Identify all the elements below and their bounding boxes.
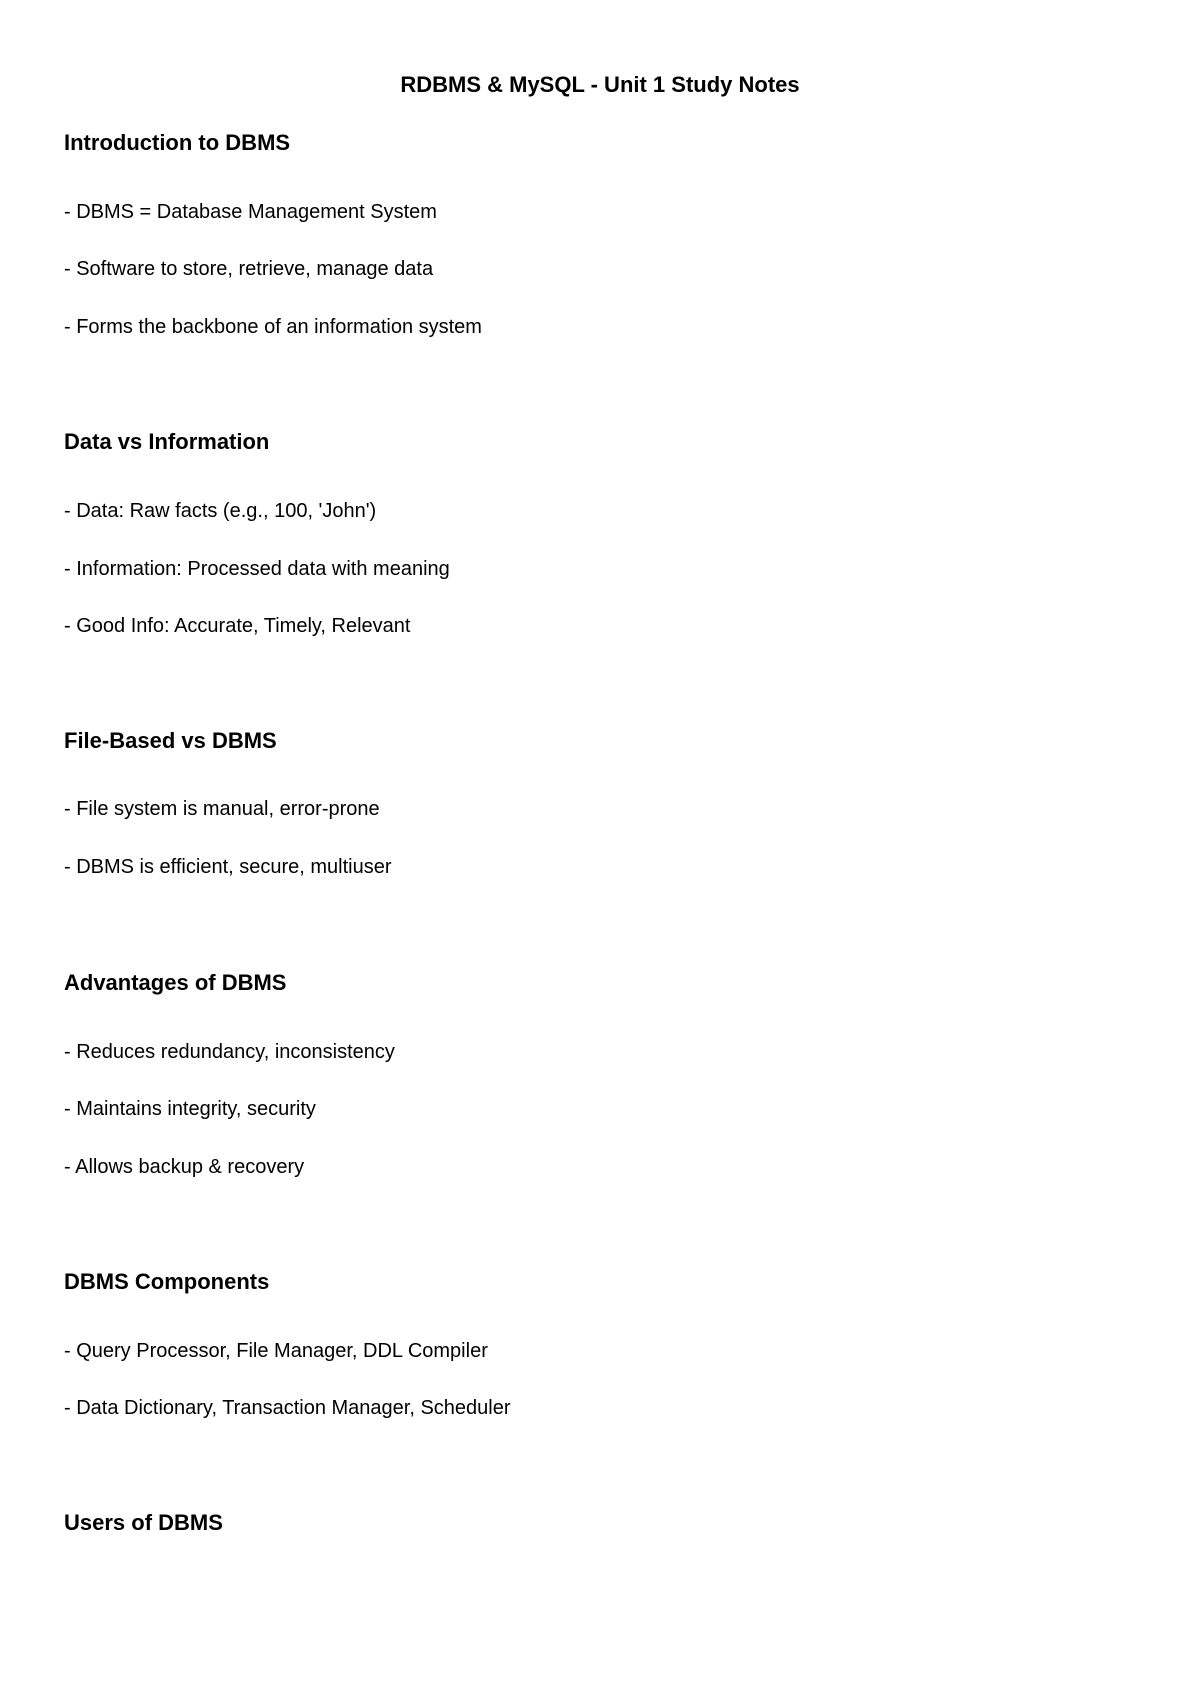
section-heading-introduction: Introduction to DBMS [64,130,291,155]
section-heading-advantages: Advantages of DBMS [64,970,287,995]
section-heading-users: Users of DBMS [64,1510,223,1535]
section-heading-components: DBMS Components [64,1269,270,1294]
bullet-item: - Query Processor, File Manager, DDL Compiler [64,1340,488,1362]
bullet-item: - Forms the backbone of an information system [64,316,482,338]
bullet-item: - Software to store, retrieve, manage data [64,258,434,280]
bullet-item: - DBMS is efficient, secure, multiuser [64,856,392,878]
bullet-item: - File system is manual, error-prone [64,798,380,820]
bullet-item: - Maintains integrity, security [64,1098,316,1120]
bullet-item: - Good Info: Accurate, Timely, Relevant [64,615,411,637]
bullet-item: - Reduces redundancy, inconsistency [64,1041,395,1063]
section-heading-file-based-vs-dbms: File-Based vs DBMS [64,728,277,753]
section-heading-data-vs-information: Data vs Information [64,429,270,454]
bullet-item: - Data: Raw facts (e.g., 100, 'John') [64,500,377,522]
bullet-item: - DBMS = Database Management System [64,201,437,223]
bullet-item: - Data Dictionary, Transaction Manager, Scheduler [64,1397,511,1419]
document-title: RDBMS & MySQL - Unit 1 Study Notes [400,72,800,97]
bullet-item: - Information: Processed data with meaning [64,558,450,580]
bullet-item: - Allows backup & recovery [64,1156,305,1178]
